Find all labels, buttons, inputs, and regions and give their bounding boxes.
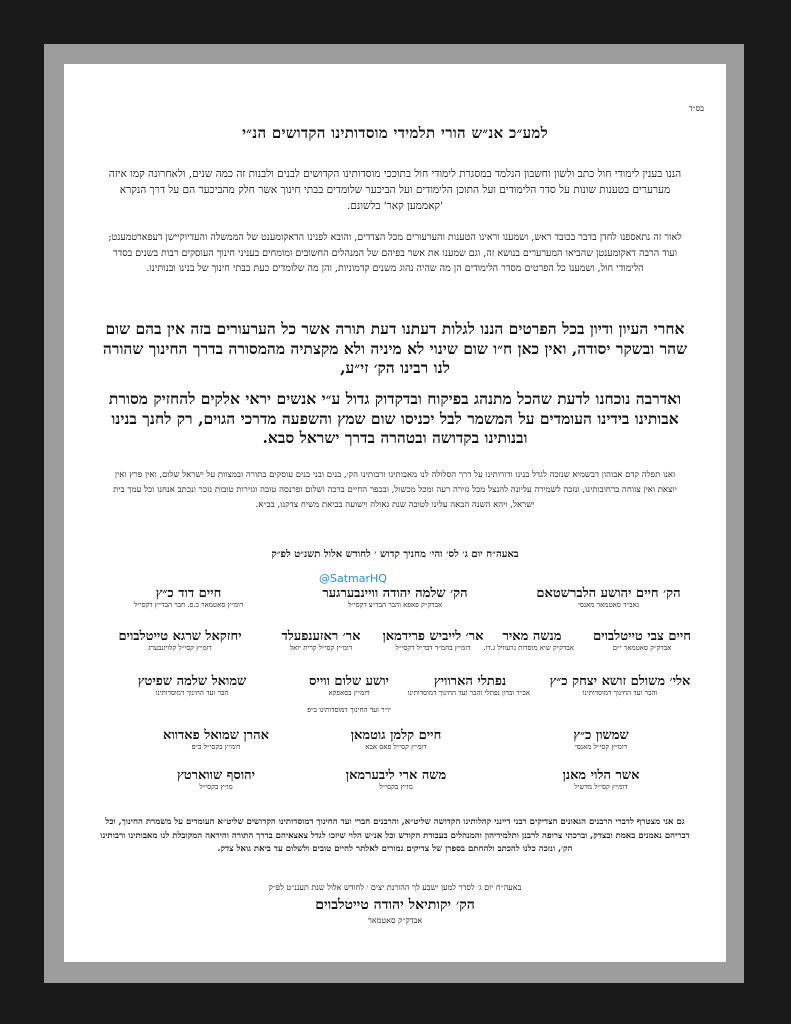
- letter-title: למע״כ אנ״ש הורי תלמידי מוסדותינו הקדושים הנ״י: [242, 124, 548, 142]
- signature-title: דומ״ץ בחמ״ד דבד״ל דקסי״ל: [395, 644, 471, 652]
- signature-title: אבדק״ק שיא מוסדות גרעוויל ג.דו.: [483, 644, 574, 652]
- signature-title: גאב״ד סאטמאר מאנסי: [577, 601, 639, 609]
- signature: [532, 674, 708, 698]
- signature-title: אבדק״ק פאפא והבר הבד״צ דקסי״ל: [347, 601, 443, 609]
- signature-title: דומ״ץ בסאפקא: [328, 689, 370, 697]
- signature-title: יו״ר ועד החינוך דמוסדותינו ב״פ: [307, 706, 391, 714]
- signature-title: אב״ד ובדון נפתלי והבר ועד החינוך דמוסדותינו: [407, 689, 530, 697]
- paragraph-ruling: אחרי העיון ודיון בכל הפרטים הננו לגלות דעתנו דעת תורה אשר כל הערעורים בזה אין בהם שום שהר ובשקר יסודה, ואין כאן ח״ו שום שינוי לא מיניה ולא מקצתיה מהמסורה בדרך החינוך שהורה לנו רבינו הק׳ זי״ע,: [102, 319, 688, 377]
- signature: [296, 586, 494, 610]
- signature-title: אבדק״ק סאטמאר י״ם: [612, 644, 672, 652]
- letter-page: [64, 64, 726, 962]
- signature-title: דומ״ץ בקסי״ל ב״פ: [191, 743, 241, 751]
- signature-extra-title: [290, 706, 408, 715]
- paragraph-intro: הננו בענין לימודי חול כתב ולשון וחשבון הנלמד במסגרת לימודי חול בתוככי מוסדותינו הקדושים לבנים ולבנות זה כמה שנים, ולאחרונה קמו איזה מערערים בטענות שונות על סדר הלימודים ועל התוכן הלימודים ועל הביכער שלומדים בבתי חינוך אשר חלק מהביכער הם על דרך הנקרא 'קאממען קאר' בלשונם.: [108, 168, 682, 212]
- signature-title: דומ״ץ קסי״ל קלויזנבערג: [148, 644, 212, 652]
- signature-name: נפתלי הארוויץ: [433, 674, 507, 689]
- signature-name: יושע שלום ווייס: [309, 674, 389, 689]
- paragraph-blessing: ואנו תפלה קדם אבוהון דבשמיא שנזכה לגדל בנינו ודורותינו על דרך הסלולה לנו מאבותינו ורבותינו הק׳, בנים ובני בנים עוסקים בתורה ובמצוות על ישראל שלום, ואין פרץ ואין יוצאת ואין צווחה ברחובותינו, ונזכה לשמירה עליונה להנצל מכל גזירה רעה ומכל מכשול, ובכפר החיים ברכה ושלום ופרנסה טובה וגזירות טובות נזכר ונכתב אנחנו וכל עמך בית ישראל, ויהא השנה הבאה עלינו לטובה שנת גאולה וישועה בביאת משיח צדקנו, בב״א.: [113, 470, 677, 510]
- closing-signature-title: אבדק״ק סאטמאר: [367, 916, 423, 925]
- signature-name: הק׳ חיים יהושע הלברשטאם: [536, 586, 681, 601]
- closing-date-line: באעה״ח יום ג׳ לסדר למען ישבע לך ההורנת יצים ׳ לחודש אלול שנת תעננ״ט לפ״ק: [268, 883, 522, 892]
- signature-title: דומ״ץ סאטמאר כ.פ. חבר הבד״ץ דקסי״ל: [133, 601, 244, 609]
- signature: [321, 768, 471, 792]
- signature-name: שמשון כ״ץ: [573, 728, 629, 743]
- signature: [378, 629, 488, 653]
- paragraph-investigation: לאור זה נתאספנו לחדן בדבר בכובד ראש, ושמענו וראינו הטענות והערעורים מכל הצדדים, והובא לפנינו הדאקומענט של הממשלה והעדיוקיישן דעפארטמענט; ועוד הרבה דאקומענטן שהביאו המערערים בנושא זה, וגם שמענו את אשר בפיהם של המנהלים החשובים ומומחים בעניני חינוך העוסקים רבות בשנים בסדר הלימודי חול, ושמענו כל הפרטים מסדר הלימודים הן מה שהיה נהוג משנים קדמוניות, והן מה שלומדים כעת בבתי חינוך של בנינו ובנותינו.: [108, 232, 682, 274]
- signature: [96, 674, 288, 698]
- signature: [511, 586, 706, 610]
- paragraph-ruling-continued: ואדרבה נוכחנו לדעת שהכל מתנהג בפיקוח ובדקדוק גדול ע״י אנשים יראי אלקים להחזיק מסורת אבותינו בידינו העומדים על המשמר לבל יכניסו שום שמץ והשפעה מדרכי הגוים, רק לחנך בנינו ובנותינו בקדושה ובטהרה בדרך ישראל סבא.: [108, 389, 682, 447]
- closing-signature-name: הק׳ יקותיאל יהודה טייטלבוים: [315, 897, 475, 913]
- watermark-text: @SatmarHQ: [319, 572, 387, 585]
- signature-title: הבר ועד החינוך דמוסדותינו: [155, 689, 229, 697]
- signature-title: והבר ועד החינוך דמוסדותינו: [582, 689, 658, 697]
- signature-name: חיים צבי טייטלבוים: [593, 629, 691, 644]
- signature-name: הק׳ שלמה יהודה וויינבערגער: [322, 586, 468, 601]
- signature-name: שמואל שלמה שפיטץ: [137, 674, 247, 689]
- signature-title: דומ״ץ קסי״ל פאס אבא: [365, 743, 427, 751]
- signature: [526, 768, 676, 792]
- signature-name: אשר הלוי מאנן: [562, 768, 640, 783]
- signature: [141, 728, 291, 752]
- signature: [576, 629, 708, 653]
- bsd-mark: בס״ד: [688, 104, 704, 113]
- signature-title: דומ״ץ קסי״ל מדשיל: [574, 783, 628, 791]
- signature-name: חיים דוד כ״ץ: [155, 586, 222, 601]
- signature: [321, 728, 471, 752]
- signature: [266, 629, 376, 653]
- signature-name: אלי׳ משולם זושא יצחק כ״ץ: [549, 674, 691, 689]
- signature: [526, 728, 676, 752]
- signature: [96, 629, 264, 653]
- signature-title: מו״ץ בקסי״ל: [379, 783, 413, 791]
- signature: [290, 674, 408, 698]
- signature: [407, 674, 530, 698]
- signature-name: יהוסף שווארטץ: [176, 768, 256, 783]
- signature-title: מו״ץ בקסי״ל: [199, 783, 233, 791]
- signature-name: אהרן שמואל פאדווא: [163, 728, 269, 743]
- date-line: באעה״ח יום ג׳ לס׳ והי׳ מחניך קדוש ׳ לחודש אלול תשנ״ט לפ״ק: [271, 549, 519, 560]
- signature-name: יחזקאל שרגא טייטלבוים: [118, 629, 242, 644]
- signature-title: דומ״ץ קסי״ל מאנסי: [574, 743, 627, 751]
- signature-name: מנשה מאיר: [502, 629, 562, 644]
- signature-name: משה ארי ליבערמאן: [345, 768, 447, 783]
- signature-name: חיים קלמן גוטמאן: [350, 728, 442, 743]
- signature-title: דומ״ץ קסי״ל קרית יואל: [289, 644, 353, 652]
- signature: [141, 768, 291, 792]
- signature: [483, 629, 574, 653]
- signature-name: אר׳ ראזענפעלד: [281, 629, 361, 644]
- paragraph-endorsement: גם אני מצטרף לדברי הרבנים הגאונים הצדיקים רבני דיינני קהלותינו הקדושה שליט״א, והרבנים חברי ועד החינוך דמוסדותינו הקדושים שליט״א העומדים על משמרת החינוך, וכל דבריהם נאמנים באמת ובצדק, וברכתי צרופה לרבנן ותלמידיהון והמנהלים בעבודת הקודש וכל אנ״ש הלוי שיזכו לגדל צאצאיהם בדרך התורה והיראה המקובלת לנו מאבותינו ורבותינו הק׳, ונזכה כלנו להכתב ולהחתם בספרן של צדיקים גמורים לאלתר לחיים טובים ולשלום עד ביאת גואל צדק.: [100, 817, 690, 854]
- signature: [96, 586, 281, 610]
- signature-name: אר׳ לייביש פרידמאן: [382, 629, 484, 644]
